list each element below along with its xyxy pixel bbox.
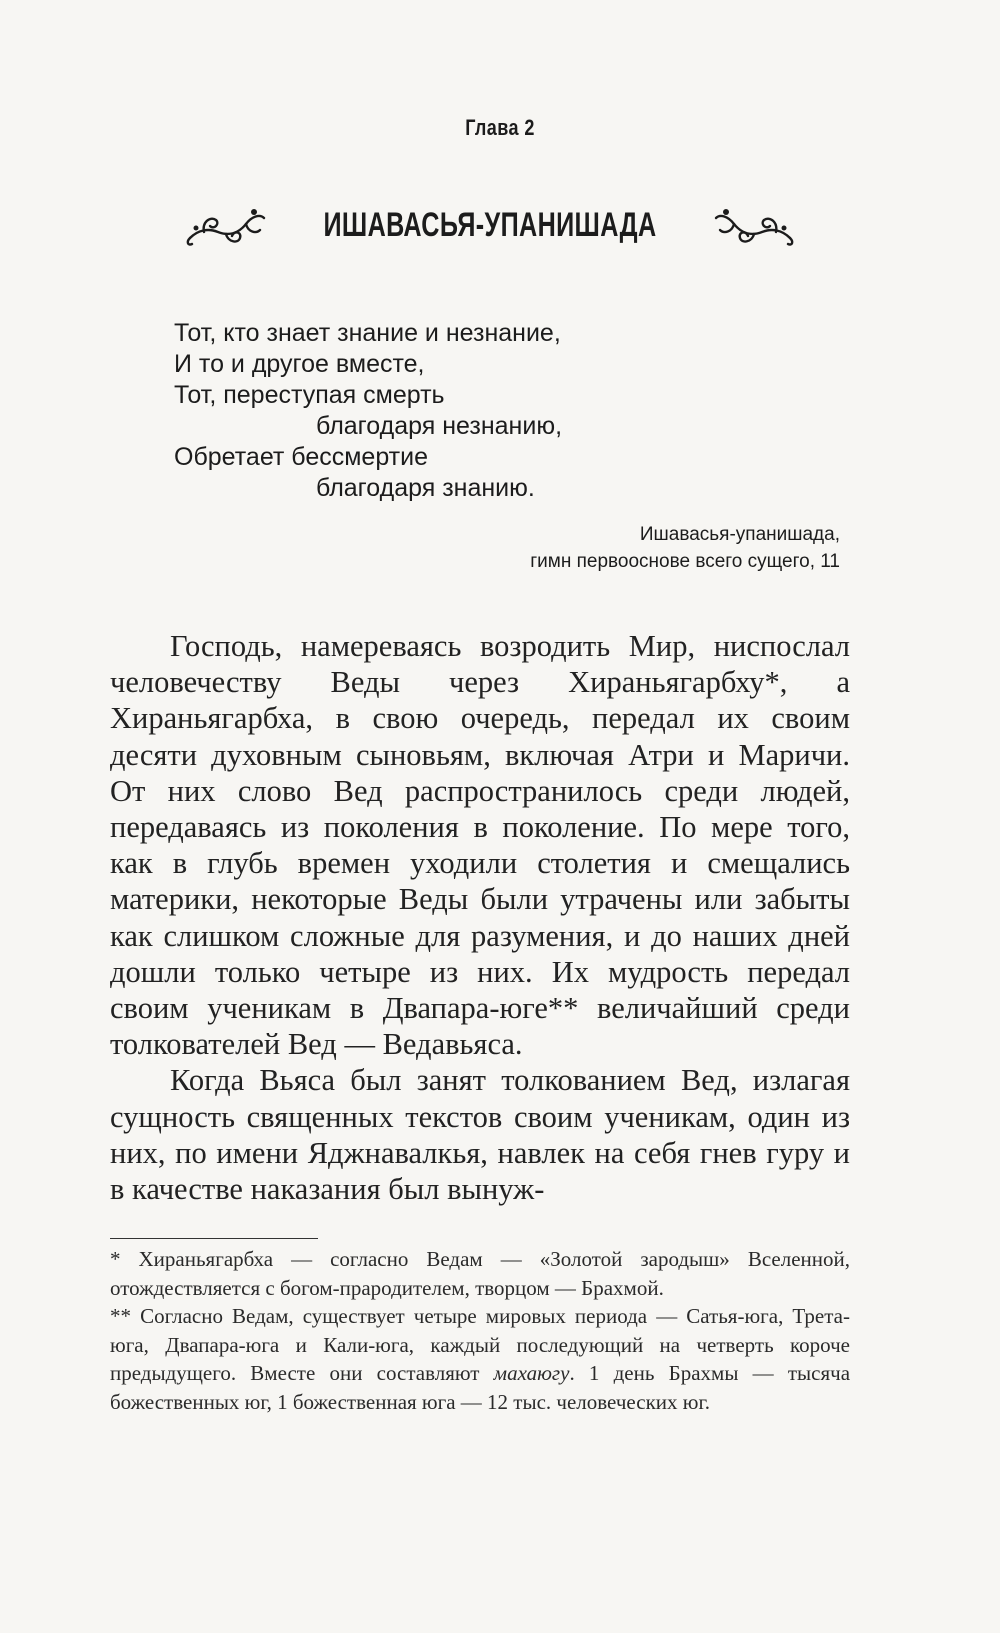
body-paragraph: Господь, намереваясь возродить Мир, ниспослал человечеству Веды через Хираньягарбху*, а Хираньягарбха, в свою очередь, передал их своим десяти духовным сыновьям, включая Атри и Маричи. От них слово Вед распространилось среди людей, передаваясь из поколения в поколение. По мере того, как в глубь времен уходили столетия и смещались материки, некоторые Веды были утрачены или забыты как слишком сложные для разумения, и до наших дней дошли только четыре из них. Их мудрость передал своим ученикам в Двапара-юге** величайший среди толкователей Вед — Ведавьяса.	[110, 629, 850, 1062]
footnote-text: . 1 день Брахмы — тысяча божественных юг, 1 божественная юга — 12 тыс. человеческих юг.	[110, 1361, 851, 1414]
footnotes	[110, 1245, 850, 1416]
footnote	[110, 1302, 850, 1416]
chapter-title-row	[160, 198, 820, 258]
epigraph	[174, 318, 694, 504]
epigraph-source	[380, 521, 840, 575]
body-paragraph: Когда Вьяса был занят толкованием Вед, излагая сущность священных текстов своим ученикам, один из них, по имени Яджнавалкья, навлек на себя гнев гуру и в качестве наказания был вынуж-	[110, 1063, 850, 1207]
chapter-title: ИШАВАСЬЯ-УПАНИШАДА	[323, 206, 657, 244]
floral-ornament-icon	[712, 202, 798, 248]
footnote-text: * Хираньягарбха — согласно Ведам — «Золотой зародыш» Вселенной, отождествляется с богом-прародителем, творцом — Брахмой.	[110, 1247, 850, 1300]
epigraph-source-title: Ишавасья-упанишада,	[639, 524, 840, 545]
epigraph-line: И то и другое вместе,	[174, 350, 425, 378]
epigraph-line: благодаря незнанию,	[316, 412, 563, 440]
epigraph-line: Тот, переступая смерть	[174, 381, 445, 409]
epigraph-line: Обретает бессмертие	[174, 443, 428, 471]
chapter-label: Глава 2	[465, 115, 535, 140]
body-text	[110, 628, 850, 1207]
epigraph-source-detail: гимн первооснове всего сущего, 11	[530, 551, 840, 572]
footnote-text: ** Согласно Ведам, существует четыре мировых периода — Сатья-юга, Трета-юга, Двапара-юга и Кали-юга, каждый последующий на четверть короче предыдущего. Вместе они составляют	[110, 1304, 850, 1385]
epigraph-line: Тот, кто знает знание и незнание,	[174, 319, 561, 347]
footnote-term: махаюгу	[493, 1361, 570, 1385]
epigraph-line: благодаря знанию.	[316, 474, 535, 502]
footnote-divider	[110, 1238, 318, 1239]
footnote	[110, 1245, 850, 1302]
